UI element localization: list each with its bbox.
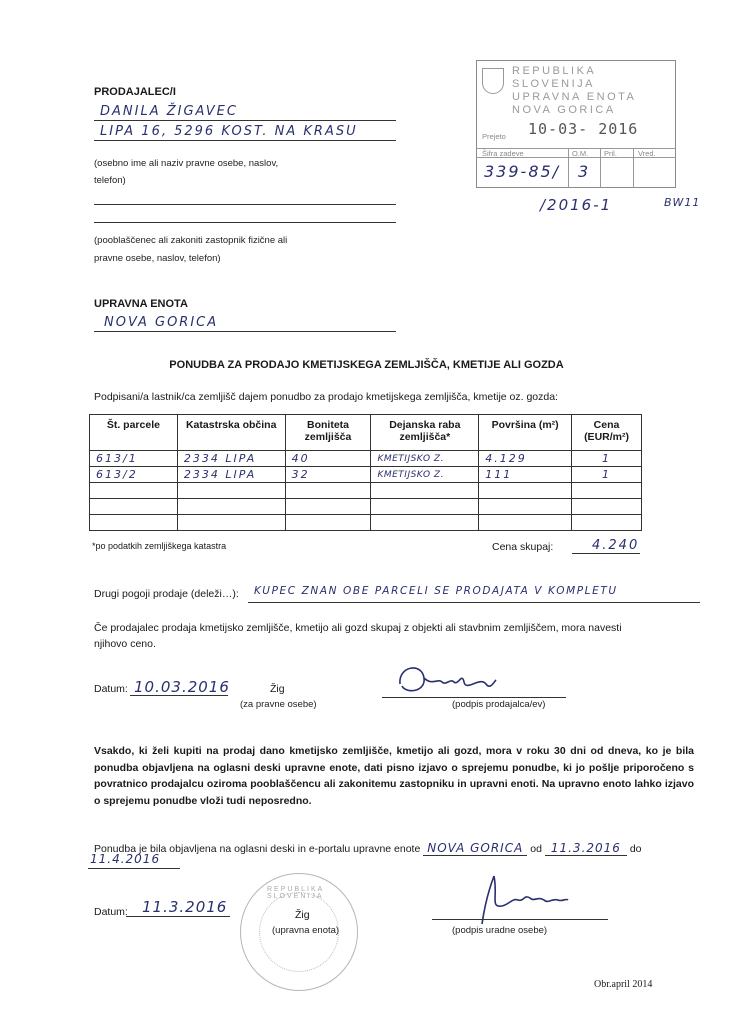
table-header-row [90, 415, 642, 451]
purchase-notice: Vsakdo, ki želi kupiti na prodaj dano kmetijsko zemljišče, kmetijo ali gozd, mora v roku 30 dni od dneva, ko je bila ponudba objavljena na oglasni deski upravne enote, dati pisno izjavo o sprejemu ponudbe, ki jo pošlje priporočeno s povratnico prodajalcu oziroma pooblaščencu ali zakonitemu zastopniku in upravni enoti. Na upravno enoto lahko izjavo o sprejemu ponudbe vloži tudi neposredno. [94, 745, 694, 807]
cell-area: 111 [479, 467, 572, 483]
conditions-line [248, 602, 700, 603]
office-seal-label: Žig [295, 909, 310, 921]
receipt-stamp [476, 60, 676, 188]
stamp-col-sep-3 [633, 148, 634, 188]
publication-to-date: 11.4.2016 [90, 852, 161, 866]
publication-to-line [88, 868, 180, 869]
office-date-label: Datum: [94, 906, 128, 918]
official-signature-icon [474, 870, 574, 926]
cell-use: KMETIJSKO Z. [371, 451, 479, 467]
attorney-hint-1: (pooblaščenec ali zakoniti zastopnik fizične ali [94, 235, 288, 246]
col-price: Cena (EUR/m²) [572, 415, 642, 451]
seller-signature-line [382, 697, 566, 698]
admin-unit-line [94, 331, 396, 332]
admin-unit-value: NOVA GORICA [104, 315, 219, 330]
table-row [90, 499, 642, 515]
table-row [90, 467, 642, 483]
stamp-header [512, 65, 676, 117]
col-land-use: Dejanska raba zemljišča* [371, 415, 479, 451]
total-label: Cena skupaj: [492, 541, 554, 553]
col-cadastral-municipality: Katastrska občina [177, 415, 285, 451]
stamp-om-value: 3 [578, 162, 591, 181]
seller-name: DANILA ŽIGAVEC [100, 104, 238, 119]
seller-seal-caption: (za pravne osebe) [240, 699, 317, 710]
stamp-line-3: NOVA GORICA [512, 104, 616, 116]
official-signature-caption: (podpis uradne osebe) [452, 925, 548, 936]
seller-date-label: Datum: [94, 683, 128, 695]
office-date-value: 11.3.2016 [142, 898, 228, 916]
cell-municipality: 2334 LIPA [177, 451, 285, 467]
seller-address: LIPA 16, 5296 KOST. NA KRASU [100, 124, 358, 139]
col-soil-quality: Boniteta zemljišča [285, 415, 371, 451]
publication-from-date: 11.3.2016 [545, 841, 627, 856]
cell-parcel: 613/1 [90, 451, 178, 467]
publication-from-label: od [530, 843, 542, 855]
total-line [572, 553, 640, 554]
stamp-line-2: UPRAVNA ENOTA [512, 91, 637, 103]
conditions-label: Drugi pogoji prodaje (deleži…): [94, 588, 239, 600]
seller-label: PRODAJALEC/I [94, 86, 176, 98]
form-version: Obr.april 2014 [594, 979, 653, 990]
col-parcel-no: Št. parcele [90, 415, 178, 451]
table-row [90, 483, 642, 499]
cell-parcel: 613/2 [90, 467, 178, 483]
stamp-col-sep-2 [600, 148, 601, 188]
stamp-received-date: 10-03- 2016 [528, 120, 639, 138]
table-row [90, 451, 642, 467]
seller-hint-1: (osebno ime ali naziv pravne osebe, naslov, [94, 158, 279, 169]
table-footnote: *po podatkih zemljiškega katastra [92, 541, 227, 551]
attorney-hint-2: pravne osebe, naslov, telefon) [94, 253, 221, 264]
publication-unit: NOVA GORICA [423, 841, 527, 856]
objects-price-note: Če prodajalec prodaja kmetijsko zemljišče, kmetijo ali gozd skupaj z objekti ali stavbnim zemljiščem, mora navesti njihovo ceno. [94, 622, 622, 650]
conditions-value: KUPEC ZNAN OBE PARCELI SE PRODAJATA V KOMPLETU [254, 585, 618, 597]
seller-hint-1b: telefon) [94, 175, 126, 186]
stamp-side-note: BW11 [664, 196, 701, 209]
office-seal-caption: (upravna enota) [272, 925, 340, 936]
total-value: 4.240 [592, 538, 640, 553]
intro-text: Podpisani/a lastnik/ca zemljišč dajem ponudbo za prodajo kmetijskega zemljišča, kmetije oz. gozda: [94, 391, 558, 403]
seller-address-line [94, 140, 396, 141]
cell-quality: 40 [285, 451, 371, 467]
document-title: PONUDBA ZA PRODAJO KMETIJSKEGA ZEMLJIŠČA, KMETIJE ALI GOZDA [169, 359, 564, 371]
stamp-col-sifra: Šifra zadeve [482, 149, 524, 158]
seller-signature-icon [392, 656, 502, 702]
stamp-col-vred: Vred. [638, 149, 656, 158]
publication-line [94, 841, 642, 855]
stamp-file-number: 339-85/ [484, 162, 561, 181]
seller-date-value: 10.03.2016 [134, 678, 230, 696]
seller-date-line [130, 695, 228, 696]
stamp-col-om: O.M. [572, 149, 589, 158]
cell-area: 4.129 [479, 451, 572, 467]
publication-text: Ponudba je bila objavljena na oglasni deski in e-portalu upravne enote [94, 843, 421, 855]
stamp-col-pril: Pril. [604, 149, 617, 158]
cell-price: 1 [572, 467, 642, 483]
attorney-line-1 [94, 204, 396, 205]
stamp-col-sep-1 [568, 148, 569, 188]
stamp-line-1: REPUBLIKA SLOVENIJA [512, 65, 596, 90]
cell-use: KMETIJSKO Z. [371, 467, 479, 483]
coat-of-arms-icon [482, 68, 504, 94]
cell-quality: 32 [285, 467, 371, 483]
seal-text: REPUBLIKA SLOVENIJA [267, 886, 324, 900]
official-signature-line [432, 919, 608, 920]
cell-price: 1 [572, 451, 642, 467]
seller-name-line [94, 120, 396, 121]
cell-municipality: 2334 LIPA [177, 467, 285, 483]
publication-to-label: do [629, 843, 642, 855]
seller-seal-label: Žig [270, 683, 285, 695]
office-date-line [126, 916, 230, 917]
seller-signature-caption: (podpis prodajalca/ev) [452, 699, 546, 710]
col-area: Površina (m²) [479, 415, 572, 451]
attorney-line-2 [94, 222, 396, 223]
parcel-table [89, 414, 642, 531]
table-row [90, 515, 642, 531]
stamp-year-note: /2016-1 [540, 196, 613, 214]
admin-unit-label: UPRAVNA ENOTA [94, 298, 188, 310]
stamp-received-label: Prejeto [482, 132, 506, 141]
